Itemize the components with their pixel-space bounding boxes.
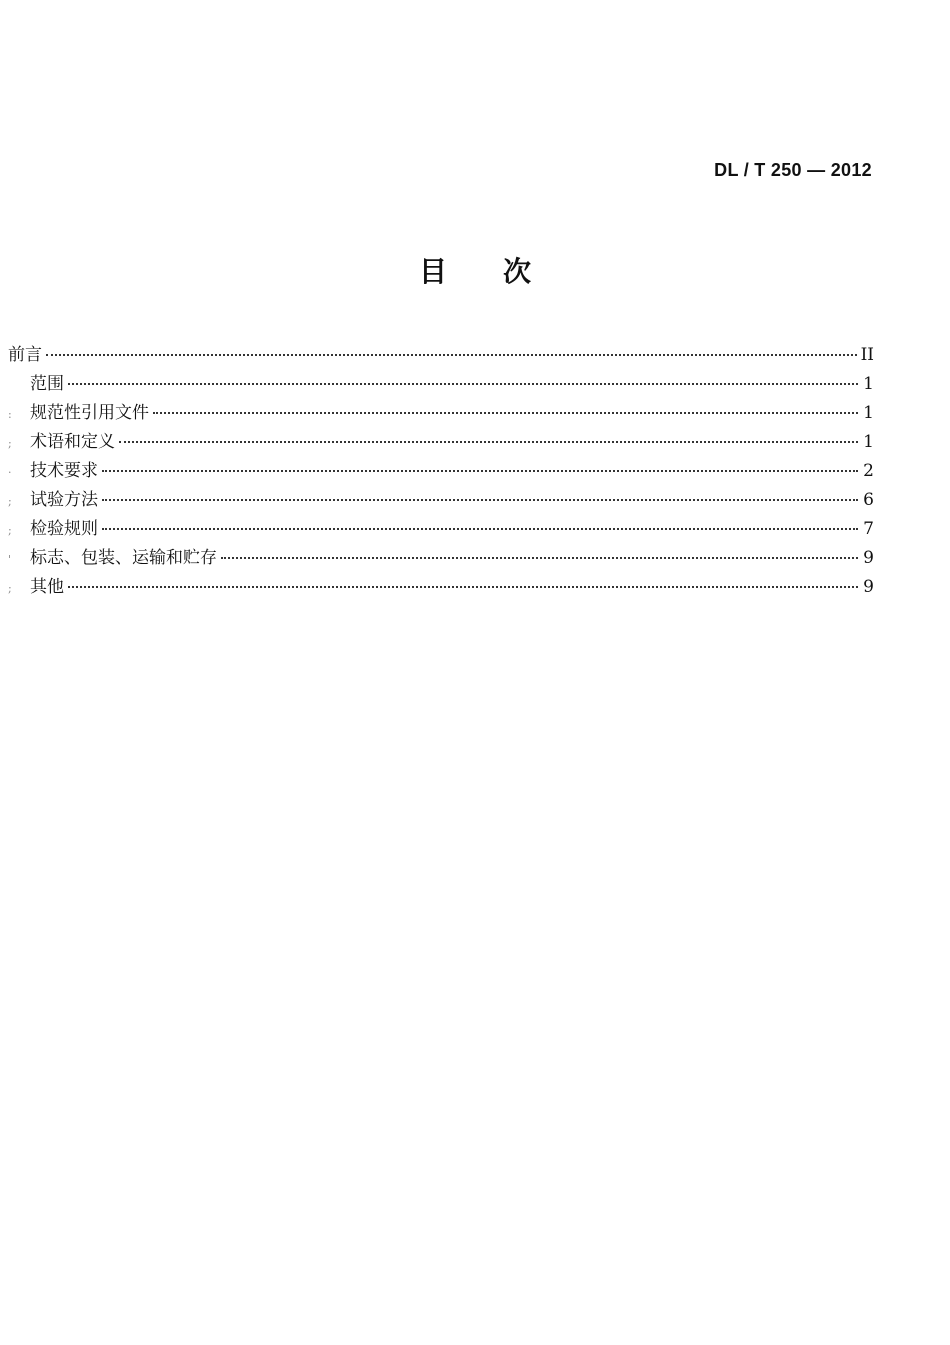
toc-page-number: 9 bbox=[863, 548, 874, 568]
toc-marker: ; bbox=[8, 495, 12, 508]
toc-entry-label: 前言 bbox=[8, 345, 42, 365]
toc-entry-label: 试验方法 bbox=[30, 490, 98, 510]
toc-page-number: 1 bbox=[863, 403, 874, 423]
toc-page-number: 7 bbox=[863, 519, 874, 539]
toc-leader-dots bbox=[102, 499, 858, 501]
toc-page-number: 1 bbox=[863, 374, 874, 394]
toc-entry-label: 范围 bbox=[30, 374, 64, 394]
toc-marker: : bbox=[8, 408, 12, 421]
toc-entry-label: 术语和定义 bbox=[30, 432, 115, 452]
toc-entry-normative-references[interactable] bbox=[8, 398, 874, 427]
toc-entry-other[interactable] bbox=[8, 572, 874, 601]
toc-page-number: 6 bbox=[863, 490, 874, 510]
toc-entry-label: 技术要求 bbox=[30, 461, 98, 481]
toc-entry-scope[interactable] bbox=[8, 369, 874, 398]
toc-marker: ; bbox=[8, 437, 12, 450]
document-code: DL / T 250 — 2012 bbox=[714, 160, 872, 180]
toc-leader-dots bbox=[119, 441, 858, 443]
toc-entry-foreword[interactable] bbox=[8, 340, 874, 369]
toc-entry-marking-packaging[interactable] bbox=[8, 543, 874, 572]
toc-entry-label: 规范性引用文件 bbox=[30, 403, 149, 423]
toc-entry-label: 标志、包装、运输和贮存 bbox=[30, 548, 217, 568]
toc-marker: ; bbox=[8, 524, 12, 537]
toc-page-number: 1 bbox=[863, 432, 874, 452]
toc-entry-label: 其他 bbox=[30, 577, 64, 597]
toc-marker: · bbox=[8, 466, 12, 479]
toc-title: 目次 bbox=[418, 255, 587, 288]
toc-entry-test-methods[interactable] bbox=[8, 485, 874, 514]
toc-entry-terms-definitions[interactable] bbox=[8, 427, 874, 456]
toc-marker: ' bbox=[8, 553, 12, 566]
toc-page-number: 2 bbox=[863, 461, 874, 481]
toc-leader-dots bbox=[46, 354, 857, 356]
toc-leader-dots bbox=[102, 528, 858, 530]
toc-leader-dots bbox=[68, 383, 858, 385]
toc-leader-dots bbox=[68, 586, 858, 588]
toc-entry-technical-requirements[interactable] bbox=[8, 456, 874, 485]
toc-leader-dots bbox=[221, 557, 858, 559]
toc-entry-inspection-rules[interactable] bbox=[8, 514, 874, 543]
toc-page-number: 9 bbox=[863, 577, 874, 597]
toc-leader-dots bbox=[102, 470, 858, 472]
toc-entry-label: 检验规则 bbox=[30, 519, 98, 539]
table-of-contents bbox=[8, 340, 874, 601]
toc-marker: ; bbox=[8, 582, 12, 595]
toc-leader-dots bbox=[153, 412, 858, 414]
toc-page-number: II bbox=[860, 345, 874, 365]
